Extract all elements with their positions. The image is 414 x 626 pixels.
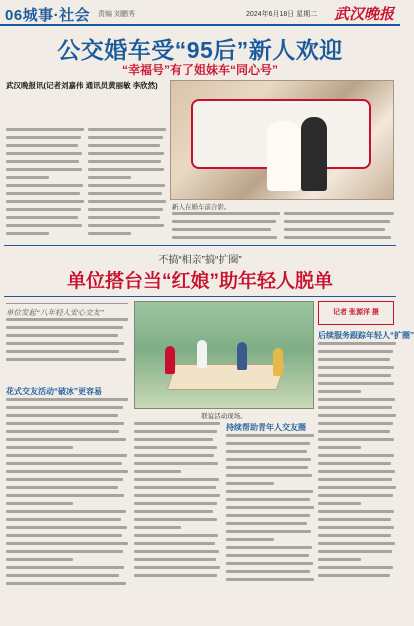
text-line [226,450,307,453]
text-line [88,200,166,203]
text-line [318,574,390,577]
text-line [318,414,396,417]
text-line [88,136,163,139]
text-line [134,518,217,521]
story2-headline: 单位搭台当“红娘”助年轻人脱单 [66,271,333,292]
text-line [318,406,392,409]
story-divider [4,245,396,246]
text-line [6,502,73,505]
text-line [134,430,217,433]
text-line [88,168,164,171]
story2-body-col-1 [6,398,128,624]
text-line [88,184,165,187]
text-line [134,422,220,425]
text-line [6,160,79,163]
text-line [318,478,392,481]
text-line [134,438,213,441]
text-line [6,542,128,545]
text-line [6,566,124,569]
text-line [6,334,118,337]
text-line [6,208,81,211]
text-line [226,578,314,581]
text-line [134,454,214,457]
text-line [226,482,274,485]
groom-shape [301,117,327,191]
newspaper-logo: 武汉晚报 [333,7,394,23]
text-line [318,526,394,529]
text-line [88,144,160,147]
text-line [134,510,213,513]
issue-date: 2024年6月18日 星期二 [246,11,318,18]
text-line [6,454,127,457]
text-line [6,486,118,489]
text-line [6,550,123,553]
text-line [284,228,385,231]
text-line [318,542,395,545]
story2-photo-caption: 联谊活动现场。 [201,413,247,420]
text-line [6,470,128,473]
text-line [134,470,181,473]
text-line [318,486,396,489]
text-line [318,430,390,433]
text-line [318,502,361,505]
text-line [318,566,393,569]
text-line [88,192,162,195]
text-line [134,478,219,481]
section-heading-1: 花式交友活动“破冰”更容易 [6,387,102,396]
text-line [88,128,166,131]
text-line [172,236,277,239]
text-line [318,422,393,425]
text-line [318,518,391,521]
story1-photo-caption: 新人在婚车前合影。 [172,204,231,211]
masthead [0,0,400,26]
text-line [318,390,361,393]
text-line [134,550,219,553]
story1-body-col-3 [172,212,280,242]
text-line [226,546,312,549]
story1-body-col-1 [6,128,84,240]
story2-body-col-2 [134,422,220,624]
text-line [172,212,280,215]
story2-kicker: 不搞“相亲”搞“扩圈” [158,255,242,266]
text-line [6,462,122,465]
text-line [226,530,311,533]
text-line [134,542,215,545]
text-line [6,358,126,361]
text-line [134,574,217,577]
picnic-cloth-shape [167,364,285,390]
text-line [6,318,128,321]
bride-shape [267,121,301,191]
text-line [134,494,220,497]
text-line [226,442,310,445]
text-line [172,220,276,223]
text-line [6,144,78,147]
text-line [318,358,390,361]
text-line [6,326,123,329]
text-line [6,582,126,585]
text-line [6,192,80,195]
text-line [88,216,160,219]
text-line [6,406,123,409]
text-line [226,474,312,477]
text-line [134,462,218,465]
text-line [88,208,163,211]
text-line [6,398,128,401]
text-line [226,514,310,517]
text-line [318,550,392,553]
text-line [6,438,126,441]
sidebar-heading: 后续服务跟踪年轻人“扩圈” [318,331,414,340]
text-line [6,168,82,171]
text-line [318,494,393,497]
text-line [134,534,218,537]
text-line [6,184,83,187]
sidebar-body [318,342,396,624]
text-line [6,430,119,433]
story1-lead: 武汉晚报讯(记者刘嘉伟 通讯员黄丽敏 李欣然) [6,81,158,90]
text-line [6,518,121,521]
text-line [226,554,309,557]
story1-body-col-4 [284,212,394,242]
text-line [318,470,395,473]
text-line [318,446,361,449]
text-line [6,478,123,481]
text-line [6,510,126,513]
text-line [6,152,82,155]
text-line [318,350,393,353]
wedding-bus-photo [170,80,394,200]
person-shape [165,346,175,374]
picnic-photo [134,301,314,409]
text-line [284,220,390,223]
text-line [88,152,164,155]
text-line [226,538,274,541]
pullquote-body [6,318,128,378]
editor-credits: 责编 刘鹏秀 [98,11,135,18]
text-line [318,342,396,345]
text-line [318,438,394,441]
text-line [6,232,49,235]
headline-divider [4,296,396,297]
section-heading-2: 持续帮助青年人交友圈 [226,423,306,432]
text-line [226,522,307,525]
text-line [318,462,391,465]
text-line [318,398,395,401]
text-line [6,136,81,139]
text-line [318,558,361,561]
text-line [6,176,49,179]
person-shape [197,340,207,368]
text-line [6,128,84,131]
text-line [226,490,313,493]
text-line [134,526,181,529]
text-line [284,236,391,239]
text-line [318,382,394,385]
section-number: 06城事·社会 [5,7,91,24]
text-line [6,534,122,537]
text-line [318,510,394,513]
text-line [88,176,131,179]
text-line [226,506,314,509]
text-line [318,366,394,369]
text-line [88,232,131,235]
text-line [6,224,82,227]
text-line [284,212,394,215]
person-shape [273,348,283,376]
text-line [6,574,119,577]
text-line [318,374,391,377]
text-line [318,454,394,457]
text-line [6,558,73,561]
story2-pullquote: 单位发起“八年轻人安心交友” [6,303,128,381]
text-line [134,566,220,569]
text-line [134,558,216,561]
text-line [88,160,161,163]
text-line [88,224,164,227]
text-line [226,498,310,501]
text-line [134,502,217,505]
photo-credit-box: 记者 张源洋 摄 [318,301,394,325]
text-line [226,466,308,469]
text-line [134,446,217,449]
text-line [6,350,119,353]
person-shape [237,342,247,370]
text-line [318,534,391,537]
text-line [134,486,216,489]
text-line [6,414,118,417]
text-line [6,422,124,425]
text-line [226,570,310,573]
text-line [226,434,314,437]
text-line [6,446,73,449]
story2-body-col-3 [226,434,314,624]
story1-subhead: “幸福号”有了姐妹车“同心号” [121,63,278,77]
text-line [172,228,271,231]
text-line [6,342,124,345]
text-line [226,458,311,461]
text-line [6,216,78,219]
text-line [6,200,84,203]
text-line [6,526,127,529]
story1-body-col-2 [88,128,166,240]
text-line [226,562,313,565]
text-line [6,494,124,497]
story1-headline: 公交婚车受“95后”新人欢迎 [57,37,343,63]
